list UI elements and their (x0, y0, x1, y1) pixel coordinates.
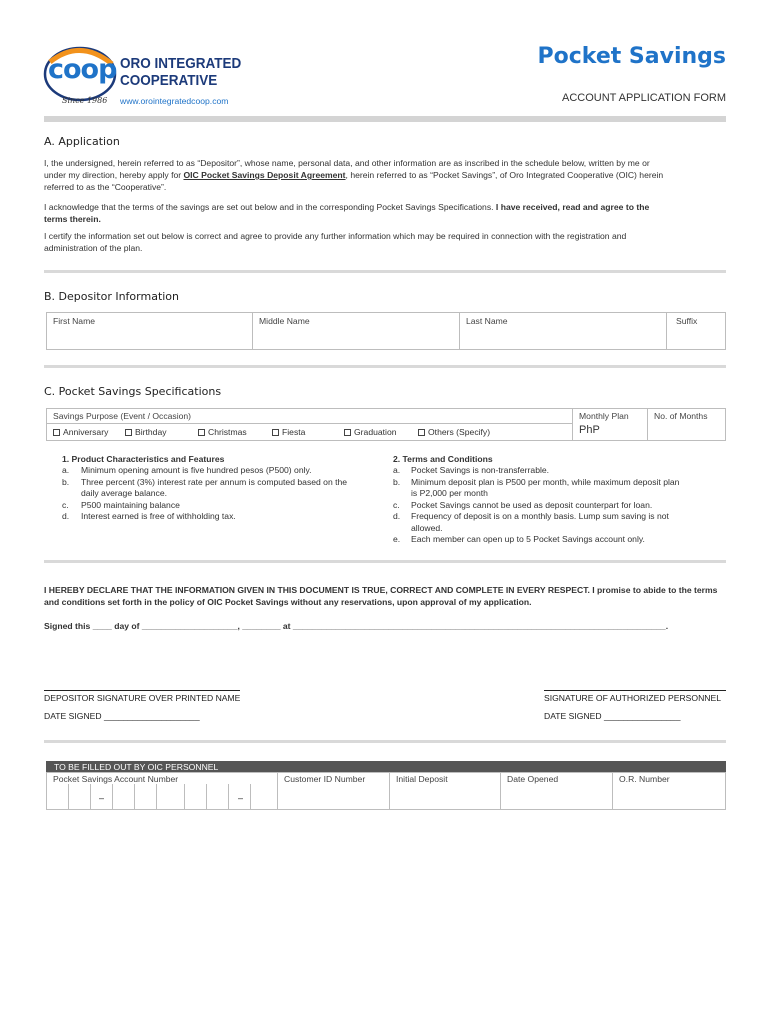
list-item: P500 maintaining balance (81, 499, 180, 510)
list-item: Minimum opening amount is five hundred pesos (P500) only. (81, 465, 312, 475)
text-run: I acknowledge that the terms of the savings are set out below and in the corresponding Pocket Savings Specifications. (44, 202, 494, 212)
text-line: terms therein. (44, 214, 101, 224)
checkbox[interactable] (272, 429, 279, 436)
section-b-title: B. Depositor Information (44, 290, 180, 303)
form-subtitle: ACCOUNT APPLICATION FORM (561, 92, 726, 104)
list-marker: a. (62, 465, 70, 475)
list-item: is P2,000 per month (411, 488, 488, 498)
logo (42, 44, 118, 112)
customer-id-field[interactable] (277, 772, 390, 810)
digit-box-divider (90, 784, 91, 810)
field-label: Date Opened (507, 774, 559, 784)
terms-title: 2. Terms and Conditions (393, 454, 493, 464)
text-line (44, 201, 734, 213)
account-dash-1: – (99, 793, 105, 803)
header-divider (44, 116, 726, 122)
personnel-signature-line[interactable] (544, 690, 726, 691)
list-marker: d. (393, 511, 401, 521)
list-item: Minimum deposit plan is P500 per month, while maximum deposit plan (411, 476, 680, 487)
list-item: allowed. (411, 522, 443, 533)
digit-box-divider (250, 784, 251, 810)
application-para-1 (44, 157, 734, 193)
application-para-3 (44, 230, 734, 254)
application-para-2 (44, 201, 734, 225)
field-label: Savings Purpose (Event / Occasion) (53, 411, 192, 421)
suffix-field[interactable] (666, 312, 726, 350)
divider (44, 365, 726, 368)
list-item: Pocket Savings is non-transferrable. (411, 465, 550, 475)
list-marker: b. (393, 476, 401, 487)
text-line: I certify the information set out below is correct and agree to provide any further information which may be required in connection with the registration and (44, 231, 627, 241)
features-title: 1. Product Characteristics and Features (62, 454, 225, 464)
list-item: Interest earned is free of withholding tax. (81, 511, 236, 521)
middle-name-field[interactable] (252, 312, 460, 350)
signed-line[interactable]: Signed this ____ day of ____________________, ________ at ______________________________________________________________________________. (44, 621, 669, 631)
field-label: O.R. Number (619, 774, 670, 784)
personnel-signature-label: SIGNATURE OF AUTHORIZED PERSONNEL (544, 693, 721, 703)
option-label: Fiesta (282, 427, 306, 437)
text-run: under my direction, hereby apply for (44, 170, 182, 180)
section-a-title: A. Application (44, 135, 120, 148)
list-marker: b. (62, 476, 70, 487)
depositor-date-signed[interactable]: DATE SIGNED ____________________ (44, 711, 200, 721)
last-name-field[interactable] (459, 312, 667, 350)
form-title: Pocket Savings (537, 44, 726, 69)
list-marker: c. (62, 499, 69, 510)
text-line: and conditions set forth in the policy of OIC Pocket Savings without any reservations, upon approval of my application. (44, 597, 532, 607)
list-marker: a. (393, 465, 401, 475)
checkbox[interactable] (198, 429, 205, 436)
declaration (44, 584, 744, 608)
checkbox[interactable] (418, 429, 425, 436)
option-graduation[interactable] (344, 427, 397, 437)
section-c-title: C. Pocket Savings Specifications (44, 385, 222, 398)
text-line: referred to as the “Cooperative”. (44, 182, 167, 192)
text-line: I HEREBY DECLARE THAT THE INFORMATION GIVEN IN THIS DOCUMENT IS TRUE, CORRECT AND COMPLETE IN EVERY RESPECT. I promise to abide to the terms (44, 585, 718, 595)
digit-box-divider (228, 784, 229, 810)
text-line: I, the undersigned, herein referred to as “Depositor”, whose name, personal data, and other information are as inscribed in the schedule below, written by me or (44, 158, 650, 168)
logo-wordmark: coop (48, 54, 117, 85)
digit-box-divider (134, 784, 135, 810)
option-label: Anniversary (63, 427, 109, 437)
option-label: Christmas (208, 427, 247, 437)
account-dash-2: – (238, 793, 244, 803)
text-run: , herein referred to as “Pocket Savings”, of Oro Integrated Cooperative (OIC) herein (345, 170, 664, 180)
list-item: Three percent (3%) interest rate per annum is computed based on the (81, 476, 348, 487)
option-fiesta[interactable] (272, 427, 305, 437)
personnel-date-signed[interactable]: DATE SIGNED ________________ (544, 711, 681, 721)
monthly-plan-field[interactable] (572, 408, 648, 441)
initial-deposit-field[interactable] (389, 772, 501, 810)
field-label: Middle Name (259, 316, 310, 326)
option-label: Graduation (354, 427, 397, 437)
org-name-line2: COOPERATIVE (120, 72, 218, 89)
list-item: Pocket Savings cannot be used as deposit counterpart for loan. (411, 499, 653, 510)
checkbox[interactable] (53, 429, 60, 436)
first-name-field[interactable] (46, 312, 253, 350)
no-of-months-field[interactable] (647, 408, 726, 441)
checkbox[interactable] (344, 429, 351, 436)
list-marker: c. (393, 499, 400, 510)
list-item: Each member can open up to 5 Pocket Savings account only. (411, 534, 645, 544)
field-label: Monthly Plan (579, 411, 629, 421)
text-line (44, 169, 734, 181)
website[interactable]: www.orointegratedcoop.com (120, 96, 229, 106)
divider (44, 270, 726, 273)
option-christmas[interactable] (198, 427, 247, 437)
currency-prefix: PhP (579, 424, 600, 436)
field-label: Initial Deposit (396, 774, 448, 784)
field-label: First Name (53, 316, 96, 326)
agreement-name: OIC Pocket Savings Deposit Agreement (183, 170, 346, 180)
purpose-divider (46, 423, 573, 424)
field-label: Pocket Savings Account Number (53, 774, 179, 784)
digit-box-divider (206, 784, 207, 810)
divider (44, 740, 726, 743)
depositor-signature-label: DEPOSITOR SIGNATURE OVER PRINTED NAME (44, 693, 241, 703)
digit-box-divider (184, 784, 185, 810)
digit-box-divider (156, 784, 157, 810)
option-label: Others (Specify) (428, 427, 491, 437)
divider (44, 560, 726, 563)
list-marker: e. (393, 534, 401, 544)
text-line: administration of the plan. (44, 243, 143, 253)
option-label: Birthday (135, 427, 167, 437)
digit-box-divider (112, 784, 113, 810)
account-number-box (46, 772, 278, 810)
list-item: Frequency of deposit is on a monthly basis. Lump sum saving is not (411, 511, 669, 521)
option-birthday[interactable] (125, 427, 167, 437)
field-label: Last Name (466, 316, 508, 326)
org-name-line1: ORO INTEGRATED (120, 55, 242, 72)
list-marker: d. (62, 511, 70, 521)
or-number-field[interactable] (612, 772, 726, 810)
option-anniversary[interactable] (53, 427, 108, 437)
logo-since: Since 1986 (62, 96, 108, 105)
list-item: daily average balance. (81, 488, 167, 498)
field-label: No. of Months (654, 411, 708, 421)
field-label: Customer ID Number (284, 774, 366, 784)
option-others[interactable] (418, 427, 490, 437)
field-label: Suffix (676, 316, 698, 326)
date-opened-field[interactable] (500, 772, 613, 810)
digit-box-divider (68, 784, 69, 810)
depositor-signature-line[interactable] (44, 690, 240, 691)
text-run: I have received, read and agree to the (495, 202, 650, 212)
checkbox[interactable] (125, 429, 132, 436)
office-use-title: TO BE FILLED OUT BY OIC PERSONNEL (54, 762, 219, 772)
